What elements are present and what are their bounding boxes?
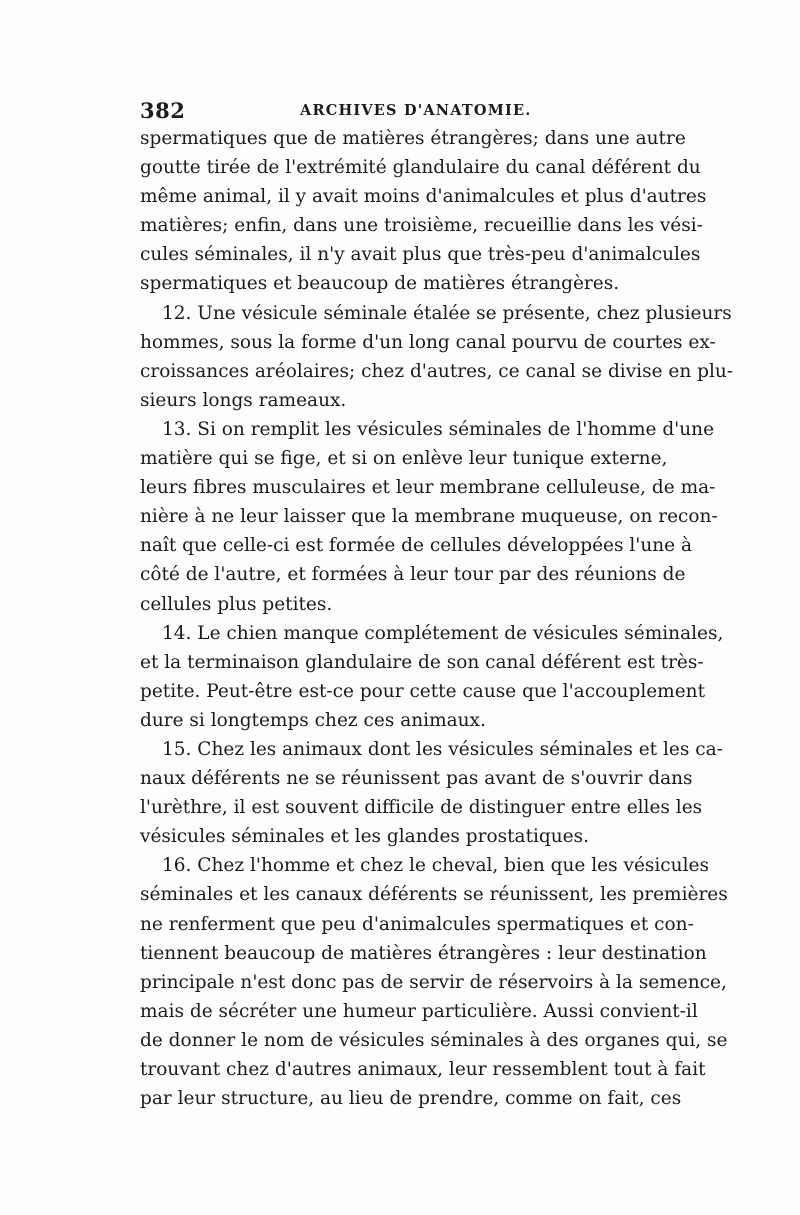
text-line: ne renferment que peu d'animalcules spermatiques et con- — [140, 913, 694, 935]
text-line: petite. Peut-être est-ce pour cette cause que l'accouplement — [140, 680, 706, 702]
body-text — [140, 124, 734, 1113]
text-line: même animal, il y avait moins d'animalcules et plus d'autres — [140, 186, 707, 208]
paragraph-16-start: 16. Chez l'homme et chez le cheval, bien que les vésicules — [162, 855, 709, 877]
paragraph-14-start: 14. Le chien manque complétement de vésicules séminales, — [162, 622, 724, 644]
text-line: naît que celle-ci est formée de cellules développées l'une à — [140, 535, 693, 557]
text-line: dure si longtemps chez ces animaux. — [140, 709, 486, 731]
paragraph-13-start: 13. Si on remplit les vésicules séminales de l'homme d'une — [162, 418, 715, 440]
text-line: hommes, sous la forme d'un long canal pourvu de courtes ex- — [140, 331, 716, 353]
text-line: et la terminaison glandulaire de son canal déférent est très- — [140, 651, 704, 673]
text-line: leurs fibres musculaires et leur membrane celluleuse, de ma- — [140, 477, 716, 499]
text-line: principale n'est donc pas de servir de réservoirs à la semence, — [140, 971, 727, 993]
text-line: trouvant chez d'autres animaux, leur ressemblent tout à fait — [140, 1059, 706, 1080]
paragraph-12-start: 12. Une vésicule séminale étalée se présente, chez plusieurs — [162, 302, 732, 324]
text-line: de donner le nom de vésicules séminales à des organes qui, se — [140, 1029, 728, 1051]
text-line: spermatiques que de matières étrangères; dans une autre — [140, 128, 686, 149]
text-line: sieurs longs rameaux. — [140, 389, 347, 411]
page-number: 382 — [140, 98, 186, 123]
text-line: tiennent beaucoup de matières étrangères : leur destination — [140, 942, 707, 964]
text-line: cules séminales, il n'y avait plus que très-peu d'animalcules — [140, 244, 701, 266]
text-line: naux déférents ne se réunissent pas avant de s'ouvrir dans — [140, 768, 693, 790]
text-line: mais de sécréter une humeur particulière. Aussi convient-il — [140, 1000, 698, 1022]
text-line: l'urèthre, il est souvent difficile de distinguer entre elles les — [140, 797, 703, 819]
text-line: par leur structure, au lieu de prendre, comme on fait, ces — [140, 1088, 682, 1110]
text-line: matières; enfin, dans une troisième, recueillie dans les vési- — [140, 215, 703, 237]
text-line: séminales et les canaux déférents se réunissent, les premières — [140, 884, 728, 906]
text-line: côté de l'autre, et formées à leur tour par des réunions de — [140, 564, 686, 586]
text-line: cellules plus petites. — [140, 593, 333, 615]
text-line: matière qui se fige, et si on enlève leur tunique externe, — [140, 448, 668, 470]
text-line: nière à ne leur laisser que la membrane muqueuse, on recon- — [140, 506, 718, 528]
text-line: croissances aréolaires; chez d'autres, ce canal se divise en plu- — [140, 360, 734, 382]
paragraph-15-start: 15. Chez les animaux dont les vésicules séminales et les ca- — [162, 738, 723, 760]
running-head — [140, 98, 660, 124]
text-line: vésicules séminales et les glandes prostatiques. — [140, 826, 589, 848]
running-title: ARCHIVES D'ANATOMIE. — [300, 102, 532, 119]
text-line: spermatiques et beaucoup de matières étrangères. — [140, 273, 620, 295]
text-line: goutte tirée de l'extrémité glandulaire du canal déférent du — [140, 157, 701, 179]
